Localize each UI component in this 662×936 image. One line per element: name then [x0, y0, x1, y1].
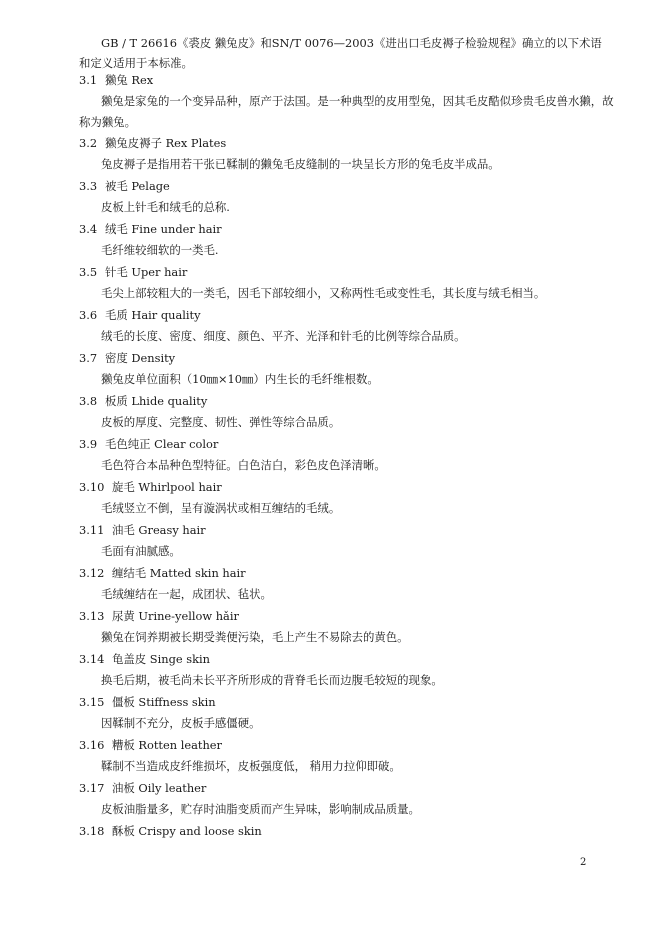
term-entry	[0, 69, 662, 132]
term-number: 3.15	[79, 695, 105, 709]
term-entry	[0, 734, 662, 777]
term-heading	[0, 175, 662, 197]
term-number: 3.8	[79, 394, 98, 408]
term-name: 僵板 Stiffness skin	[112, 695, 216, 709]
term-entry	[0, 390, 662, 433]
term-heading	[0, 777, 662, 799]
term-name: 龟盖皮 Singe skin	[112, 652, 210, 666]
term-heading	[0, 562, 662, 584]
term-number: 3.3	[79, 179, 98, 193]
term-number: 3.18	[79, 824, 105, 838]
term-definition: 毛尖上部较粗大的一类毛，因毛下部较细小，又称两性毛或变性毛，其长度与绒毛相当。	[101, 286, 546, 300]
term-number: 3.7	[79, 351, 98, 365]
term-number: 3.13	[79, 609, 105, 623]
term-number: 3.12	[79, 566, 105, 580]
term-name: 油毛 Greasy hair	[112, 523, 206, 537]
term-entry	[0, 175, 662, 218]
term-heading	[0, 648, 662, 670]
term-entry	[0, 261, 662, 304]
term-entry	[0, 519, 662, 562]
term-entry	[0, 562, 662, 605]
term-definition: 毛绒竖立不倒，呈有漩涡状或相互缠结的毛绒。	[101, 501, 341, 515]
term-definition: 鞣制不当造成皮纤维损坏，皮板强度低， 稍用力拉仰即破。	[101, 759, 401, 773]
term-definition: 因鞣制不充分，皮板手感僵硬。	[101, 716, 261, 730]
term-definition: 皮板上针毛和绒毛的总称.	[101, 200, 230, 214]
term-entry	[0, 777, 662, 820]
term-heading	[0, 69, 662, 91]
term-name: 被毛 Pelage	[105, 179, 170, 193]
term-number: 3.2	[79, 136, 98, 150]
term-heading	[0, 691, 662, 713]
term-name: 毛质 Hair quality	[105, 308, 201, 322]
term-name: 油板 Oily leather	[112, 781, 207, 795]
intro-paragraph: GB / T 26616《裘皮 獭兔皮》和SN/T 0076—2003《进出口毛皮褥子检验规程》确立的以下术语和定义适用于本标准。	[79, 36, 602, 70]
term-heading	[0, 476, 662, 498]
term-definition: 兔皮褥子是指用若干张已鞣制的獭兔毛皮缝制的一块呈长方形的兔毛皮半成品。	[101, 157, 500, 171]
term-number: 3.11	[79, 523, 105, 537]
term-entry	[0, 304, 662, 347]
term-name: 绒毛 Fine under hair	[105, 222, 222, 236]
term-heading	[0, 820, 662, 842]
term-entry	[0, 218, 662, 261]
term-entry	[0, 347, 662, 390]
term-definition: 换毛后期，被毛尚未长平齐所形成的背脊毛长而边腹毛较短的现象。	[101, 673, 443, 687]
term-definition: 獭兔是家兔的一个变异品种，原产于法国。是一种典型的皮用型兔，因其毛皮酷似珍贵毛皮兽水獭，故称为獭兔。	[79, 94, 614, 129]
term-heading	[0, 304, 662, 326]
term-name: 针毛 Uper hair	[105, 265, 188, 279]
term-name: 糟板 Rotten leather	[112, 738, 222, 752]
term-name: 旋毛 Whirlpool hair	[112, 480, 222, 494]
term-definition: 獭兔皮单位面积（10㎜×10㎜）内生长的毛纤维根数。	[101, 372, 379, 386]
term-heading	[0, 519, 662, 541]
term-name: 缠结毛 Matted skin hair	[112, 566, 246, 580]
term-number: 3.6	[79, 308, 98, 322]
term-name: 板质 Lhide quality	[105, 394, 208, 408]
term-definition: 绒毛的长度、密度、细度、颜色、平齐、光泽和针毛的比例等综合品质。	[101, 329, 466, 343]
term-name: 獭兔皮褥子 Rex Plates	[105, 136, 227, 150]
term-heading	[0, 390, 662, 412]
term-entry	[0, 433, 662, 476]
term-number: 3.9	[79, 437, 98, 451]
term-definition: 皮板的厚度、完整度、韧性、弹性等综合品质。	[101, 415, 341, 429]
term-entry	[0, 132, 662, 175]
term-definition: 毛色符合本品种色型特征。白色洁白，彩色皮色泽清晰。	[101, 458, 386, 472]
term-number: 3.10	[79, 480, 105, 494]
term-entry	[0, 820, 662, 842]
term-heading	[0, 734, 662, 756]
term-number: 3.16	[79, 738, 105, 752]
term-number: 3.5	[79, 265, 98, 279]
term-entry	[0, 605, 662, 648]
term-definition: 毛面有油腻感。	[101, 544, 181, 558]
page-number: 2	[580, 857, 587, 868]
term-number: 3.1	[79, 73, 98, 87]
term-entry	[0, 648, 662, 691]
term-entry	[0, 691, 662, 734]
term-heading	[0, 433, 662, 455]
term-heading	[0, 261, 662, 283]
term-name: 酥板 Crispy and loose skin	[112, 824, 262, 838]
term-number: 3.4	[79, 222, 98, 236]
term-entry	[0, 476, 662, 519]
term-number: 3.14	[79, 652, 105, 666]
term-heading	[0, 218, 662, 240]
term-definition: 毛绒缠结在一起，成团状、毡状。	[101, 587, 272, 601]
term-definition: 獭兔在饲养期被长期受粪便污染，毛上产生不易除去的黄色。	[101, 630, 409, 644]
term-name: 密度 Density	[105, 351, 176, 365]
term-heading	[0, 132, 662, 154]
term-definition: 毛纤维较细软的一类毛.	[101, 243, 219, 257]
term-name: 獭兔 Rex	[105, 73, 154, 87]
term-list	[0, 69, 662, 842]
term-number: 3.17	[79, 781, 105, 795]
term-definition: 皮板油脂量多，贮存时油脂变质而产生异味，影响制成品质量。	[101, 802, 420, 816]
term-heading	[0, 347, 662, 369]
term-name: 尿黄 Urine-yellow hǎir	[112, 609, 239, 623]
term-name: 毛色纯正 Clear color	[105, 437, 219, 451]
term-heading	[0, 605, 662, 627]
